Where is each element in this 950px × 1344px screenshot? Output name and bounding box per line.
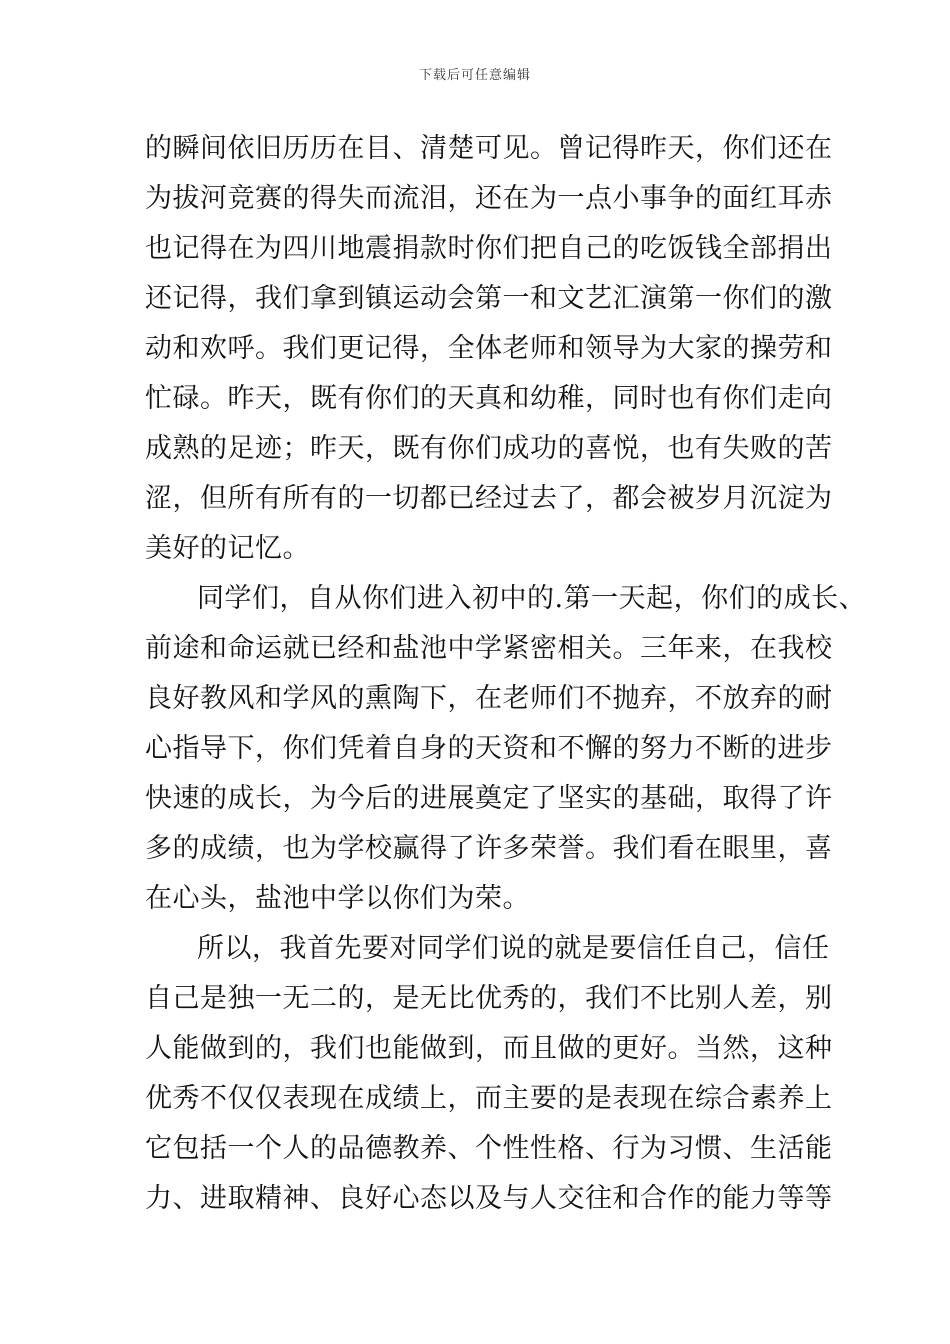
document-body xyxy=(145,124,867,1224)
text-line: 前途和命运就已经和盐池中学紧密相关。三年来，在我校 xyxy=(145,633,833,664)
paragraph xyxy=(145,574,867,924)
text-line: 成熟的足迹；昨天，既有你们成功的喜悦，也有失败的苦 xyxy=(145,433,833,464)
text-line: 忙碌。昨天，既有你们的天真和幼稚，同时也有你们走向 xyxy=(145,383,833,414)
text-line: 力、进取精神、良好心态以及与人交往和合作的能力等等 xyxy=(145,1183,833,1214)
page-header: 下载后可任意编辑 xyxy=(418,68,531,83)
text-line: 多的成绩，也为学校赢得了许多荣誉。我们看在眼里，喜 xyxy=(145,833,833,864)
text-line: 还记得，我们拿到镇运动会第一和文艺汇演第一你们的激 xyxy=(145,283,833,314)
text-line: 的瞬间依旧历历在目、清楚可见。曾记得昨天，你们还在 xyxy=(145,133,833,164)
text-line: 优秀不仅仅表现在成绩上，而主要的是表现在综合素养上 xyxy=(145,1083,833,1114)
text-line: 良好教风和学风的熏陶下，在老师们不抛弃，不放弃的耐 xyxy=(145,683,833,714)
text-line: 自己是独一无二的，是无比优秀的，我们不比别人差，别 xyxy=(145,983,833,1014)
text-line: 快速的成长，为今后的进展奠定了坚实的基础，取得了许 xyxy=(145,783,833,814)
text-line: 心指导下，你们凭着自身的天资和不懈的努力不断的进步 xyxy=(145,733,833,764)
text-line: 涩，但所有所有的一切都已经过去了，都会被岁月沉淀为 xyxy=(145,483,833,514)
text-line: 在心头，盐池中学以你们为荣。 xyxy=(145,883,530,914)
text-line: 也记得在为四川地震捐款时你们把自己的吃饭钱全部捐出 xyxy=(145,233,833,264)
text-line: 为拔河竞赛的得失而流泪，还在为一点小事争的面红耳赤 xyxy=(145,183,833,214)
text-line: 美好的记忆。 xyxy=(145,533,310,564)
text-line: 同学们，自从你们进入初中的.第一天起，你们的成长、 xyxy=(197,583,867,614)
text-line: 人能做到的，我们也能做到，而且做的更好。当然，这种 xyxy=(145,1033,833,1064)
text-line: 动和欢呼。我们更记得，全体老师和领导为大家的操劳和 xyxy=(145,333,833,364)
text-line: 它包括一个人的品德教养、个性性格、行为习惯、生活能 xyxy=(145,1133,833,1164)
paragraph xyxy=(145,124,833,574)
paragraph xyxy=(145,924,833,1224)
text-line: 所以，我首先要对同学们说的就是要信任自己，信任 xyxy=(197,933,830,964)
